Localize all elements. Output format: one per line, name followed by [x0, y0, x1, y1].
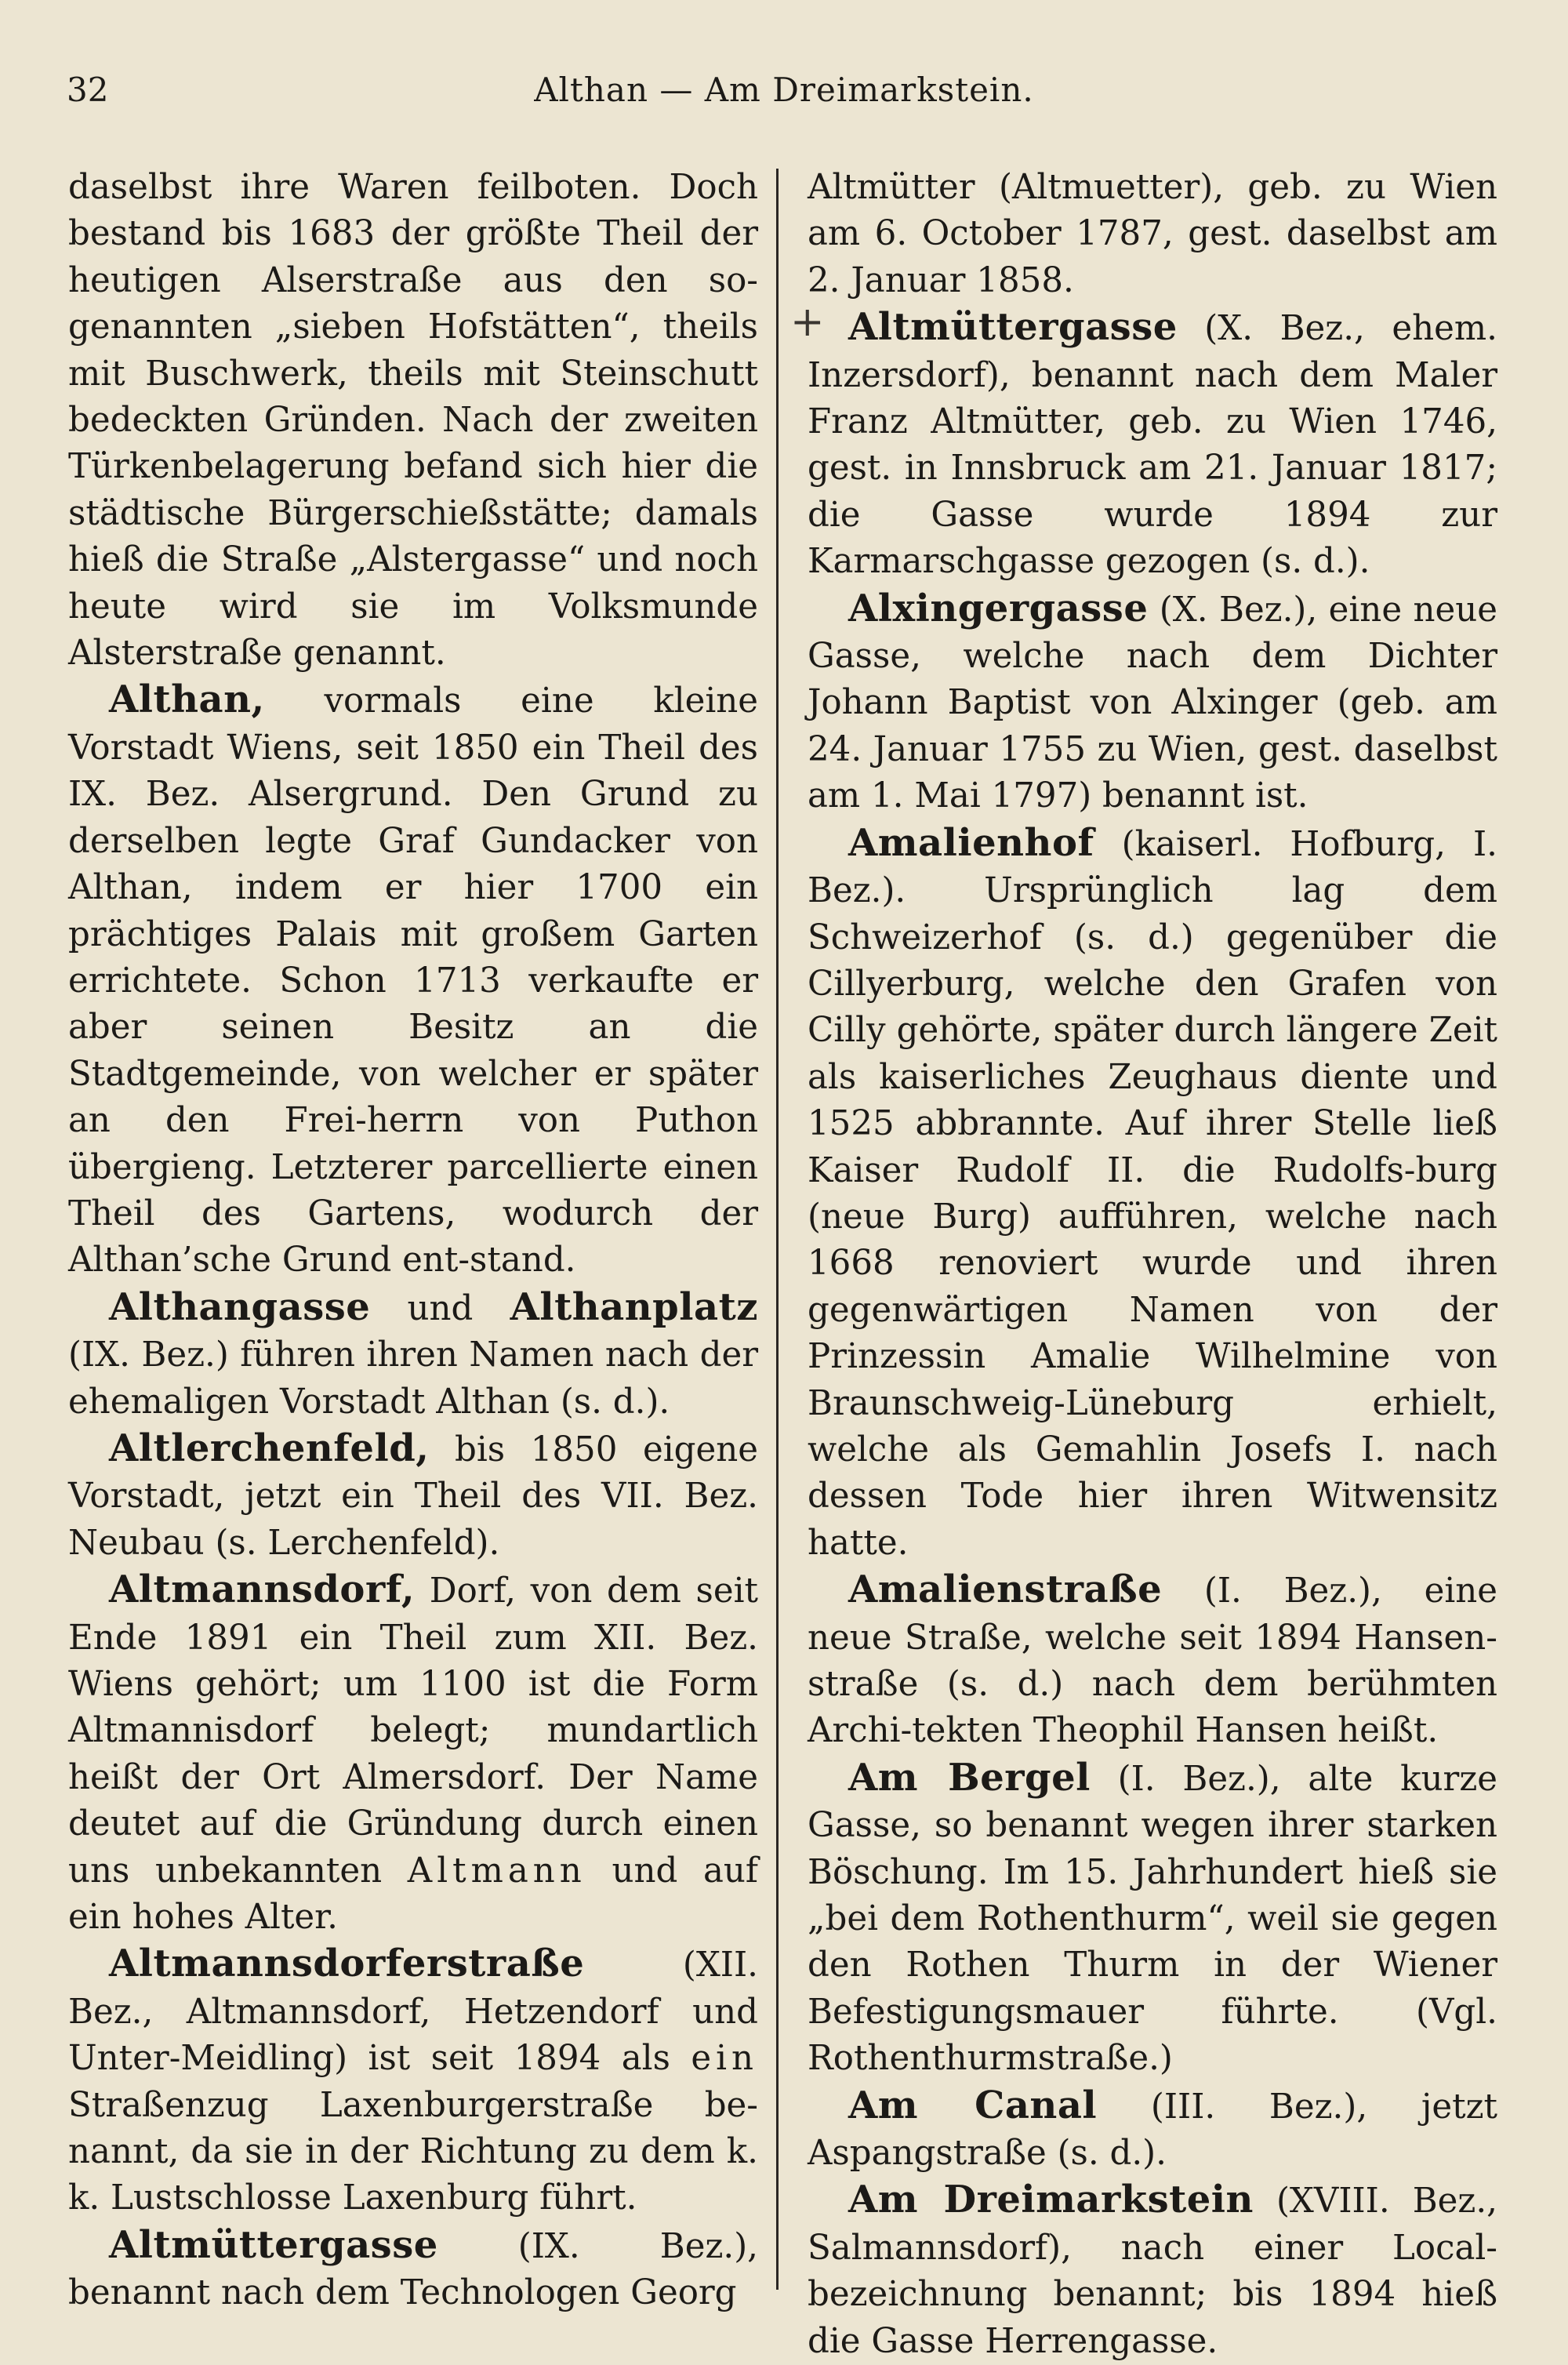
entry-text: (X. Bez., ehem. Inzersdorf), benannt nach dem Maler Franz Altmütter, geb. zu Wien 1746, gest. in Innsbruck am 21. Januar 1817; die Gasse wurde 1894 zur Karmarschgasse gezogen (s. d.).	[808, 309, 1497, 582]
entry-amalienhof	[808, 820, 1497, 1568]
entry-altmuettergasse-x	[808, 304, 1497, 585]
page-header	[67, 63, 1501, 118]
entry-text: (IX. Bez.) führen ihren Namen nach der ehemaligen Vorstadt Althan (s. d.).	[68, 1335, 758, 1422]
headword: Althan,	[109, 678, 265, 722]
entry-amalienstrasse	[808, 1567, 1497, 1755]
entry-text: (XII. Bez., Altmannsdorf, Hetzendorf und Unter-Meidling) ist seit 1894 als	[68, 1945, 758, 2079]
headword: Altmannsdorf,	[109, 1568, 416, 1612]
entry-text: (I. Bez.), eine neue Straße, welche seit 1894 Hansen-straße (s. d.) nach dem berühmten Archi-tekten Theophil Hansen heißt.	[808, 1571, 1497, 1751]
entry-am-canal	[808, 2083, 1497, 2178]
headword: Alxingergasse	[848, 586, 1149, 630]
headword: Altmüttergasse	[109, 2222, 438, 2267]
entry-text: und auf ein hohes Alter.	[68, 1851, 758, 1938]
entry-text: Dorf, von dem seit Ende 1891 ein Theil zum XII. Bez. Wiens gehört; um 1100 ist die Form Altmannisdorf belegt; mundartlich heißt der Ort Almersdorf. Der Name deutet auf die Gründung durch einen uns unbekannten	[68, 1571, 758, 1891]
entry-text: (XVIII. Bez., Salmannsdorf), nach einer Local-bezeichnung benannt; bis 1894 hieß die Gasse Herrengasse.	[808, 2182, 1498, 2361]
right-column	[808, 165, 1497, 2365]
headword: Am Bergel	[848, 1755, 1091, 1800]
headword: Altmüttergasse	[848, 305, 1178, 350]
entry-altlerchenfeld	[68, 1426, 758, 1567]
entry-altmannsdorf	[68, 1567, 758, 1941]
entry-am-dreimarkstein	[808, 2177, 1497, 2365]
entry-text: (I. Bez.), alte kurze Gasse, so benannt wegen ihrer starken Böschung. Im 15. Jahrhundert hieß sie „bei dem Rothenthurm“, weil sie gegen den Rothen Thurm in der Wiener Befestigungsmauer führte. (Vgl. Rothenthurmstraße.)	[808, 1759, 1497, 2079]
headword: Am Dreimarkstein	[848, 2178, 1254, 2222]
continuation-paragraph: daselbst ihre Waren feilboten. Doch bestand bis 1683 der größte Theil der heutigen Alserstraße aus den so-genannten „sieben Hofstätten“, theils mit Buschwerk, theils mit Steinschutt bedeckten Gründen. Nach der zweiten Türkenbelagerung befand sich hier die städtische Bürgerschießstätte; damals hieß die Straße „Alstergasse“ und noch heute wird sie im Volksmunde Alsterstraße genannt.	[68, 168, 758, 674]
entry-text: (IX. Bez.), benannt nach dem Technologen Georg	[68, 2226, 758, 2313]
page-number: 32	[67, 71, 109, 109]
entry-althangasse	[68, 1284, 758, 1426]
left-column	[68, 165, 758, 2317]
emphasized-text: Altmann	[407, 1851, 586, 1891]
entry-am-bergel	[808, 1755, 1497, 2083]
marginal-cross-mark: +	[790, 299, 825, 346]
entry-text: vormals eine kleine Vorstadt Wiens, seit 1850 ein Theil des IX. Bez. Alsergrund. Den Grund zu derselben legte Graf Gundacker von Althan, indem er hier 1700 ein prächtiges Palais mit großem Garten errichtete. Schon 1713 verkaufte er aber seinen Besitz an die Stadtgemeinde, von welcher er später an den Frei-herrn von Puthon übergieng. Letzterer parcellierte einen Theil des Gartens, wodurch der Althan’sche Grund ent-stand.	[68, 681, 758, 1281]
headword: Amalienhof	[848, 820, 1094, 865]
entry-text: Straßenzug Laxenburgerstraße be-nannt, da sie in der Richtung zu dem k. k. Lustschlosse Laxenburg führt.	[68, 2085, 758, 2218]
entry-alxingergasse	[808, 586, 1497, 820]
emphasized-text: ein	[691, 2039, 758, 2079]
entry-text: bis 1850 eigene Vorstadt, jetzt ein Theil des VII. Bez. Neubau (s. Lerchenfeld).	[68, 1430, 758, 1563]
entry-althan	[68, 677, 758, 1284]
column-divider	[776, 169, 779, 2290]
headword: Althanplatz	[510, 1284, 758, 1329]
headword: Altlerchenfeld,	[109, 1426, 430, 1470]
headword: Amalienstraße	[848, 1568, 1163, 1612]
headword: Althangasse	[109, 1284, 371, 1329]
entry-text: (III. Bez.), jetzt Aspangstraße (s. d.).	[808, 2087, 1498, 2174]
continuation-paragraph: Altmütter (Altmuetter), geb. zu Wien am 6. October 1787, gest. daselbst am 2. Januar 1858.	[808, 168, 1497, 300]
headword: Altmannsdorferstraße	[109, 1942, 585, 1986]
headword: Am Canal	[848, 2083, 1098, 2127]
entry-altmannsdorferstrasse	[68, 1941, 758, 2222]
entry-text: und	[370, 1288, 510, 1328]
entry-text: (X. Bez.), eine neue Gasse, welche nach dem Dichter Johann Baptist von Alxinger (geb. am 24. Januar 1755 zu Wien, gest. daselbst am 1. Mai 1797) benannt ist.	[808, 590, 1497, 816]
entry-altmuettergasse-ix	[68, 2222, 758, 2317]
entry-text: (kaiserl. Hofburg, I. Bez.). Ursprünglich lag dem Schweizerhof (s. d.) gegenüber die Cillyerburg, welche den Grafen von Cilly gehörte, später durch längere Zeit als kaiserliches Zeughaus diente und 1525 abbrannte. Auf ihrer Stelle ließ Kaiser Rudolf II. die Rudolfs-burg (neue Burg) aufführen, welche nach 1668 renoviert wurde und ihren gegenwärtigen Namen von der Prinzessin Amalie Wilhelmine von Braunschweig-Lüneburg erhielt, welche als Gemahlin Josefs I. nach dessen Tode hier ihren Witwensitz hatte.	[808, 824, 1497, 1563]
running-head: Althan — Am Dreimarkstein.	[534, 71, 1034, 109]
